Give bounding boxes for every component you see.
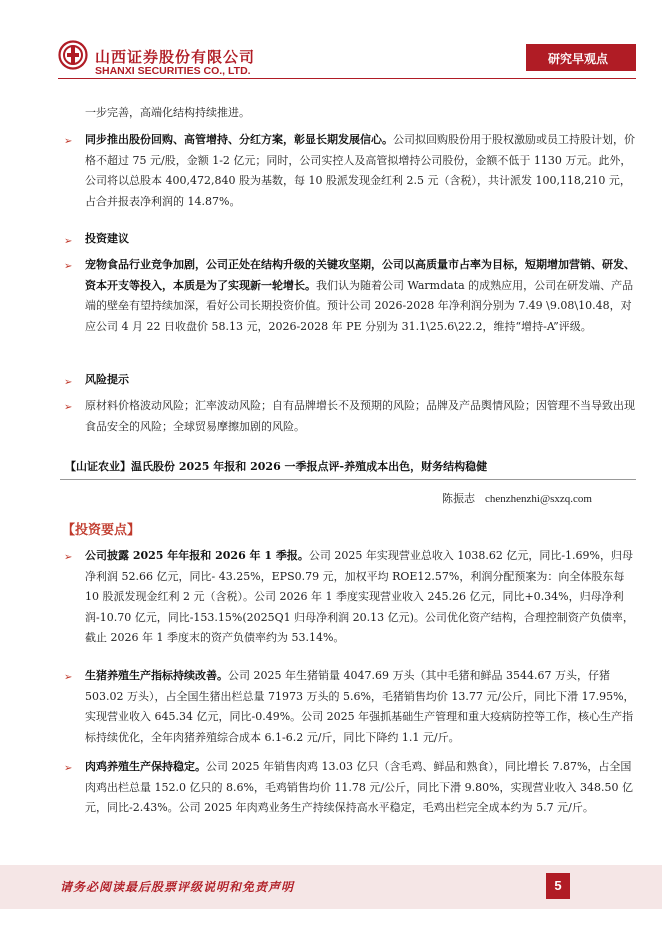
page-footer [0,865,662,909]
buyback-paragraph [85,130,635,212]
report-type-badge [526,44,636,71]
bullet-arrow-icon: ➢ [64,672,73,683]
invest-paragraph [85,255,635,337]
invest-advice-heading: 投资建议 [85,232,129,245]
company-name-en: SHANXI SECURITIES CO., LTD. [95,65,251,77]
bullet-arrow-icon: ➢ [64,236,73,247]
bullet-arrow-icon: ➢ [64,136,73,147]
annual-report-text: 公司 2025 年实现营业总收入 1038.62 亿元，同比-1.69%，归母净利润 52.66 亿元，同比- 43.25%，EPS0.79 元，加权平均 ROE12.57%，利润分配预案为：向全体股东每 10 股派发现金红利 2 元（含税）。公司 2026 年 1 季度实现营业收入 245.26 亿元，同比+0.34%，归母净利润-10.70 亿元，同比-153.15%(2025Q1 归母净利润 20.13 亿元)。公司优化资产结构，合理控制资产负债率，截止 2026 年 1 季度末的资产负债率约为 53.14%。 [85,549,634,644]
chicken-text: 公司 2025 年销售肉鸡 13.03 亿只（含毛鸡、鲜品和熟食），同比增长 7.87%，占全国肉鸡出栏总量 152.0 亿只的 8.6%，毛鸡销售均价 11.78 元/公斤，同比下滑 9.80%，实现营业收入 348.50 亿元，同比-2.43%。公司 2025 年肉鸡业务生产持续保持高水平稳定，毛鸡出栏完全成本约为 5.7 元/斤。 [85,760,634,814]
continuation-line: 一步完善，高端化结构持续推进。 [85,106,250,119]
report-type-label: 研究早观点 [548,52,609,66]
bullet-arrow-icon: ➢ [64,763,73,774]
hog-paragraph [85,666,635,748]
hog-text: 公司 2025 年生猪销量 4047.69 万头（其中毛猪和鲜品 3544.67 万头，仔猪 503.02 万头），占全国生猪出栏总量 71973 万头的 5.6%，毛猪销售均价 13.77 元/公斤，同比下滑 17.95%，实现营业收入 645.34 亿元，同比-0.49%。公司 2025 年强抓基础生产管理和重大疫病防控等工作，核心生产指标持续优化，全年肉猪养殖综合成本 6.1-6.2 元/斤，同比下降约 1.1 元/斤。 [85,669,635,744]
risk-paragraph: 原材料价格波动风险；汇率波动风险；自有品牌增长不及预期的风险；品牌及产品舆情风险；因管理不当导致出现食品安全的风险；全球贸易摩擦加剧的风险。 [85,399,635,433]
invest-text: 我们认为随着公司 Warmdata 的成熟应用，公司在研发端、产品端的壁垒有望持续加深，看好公司长期投资价值。预计公司 2026-2028 年净利润分别为 7.49 \9.08\10.48，对应公司 4 月 22 日收盘价 58.13 元，2026-2028 年 PE 分别为 31.1\25.6\22.2，维持“增持-A”评级。 [85,278,634,333]
buyback-text: 公司拟回购股份用于股权激励或员工持股计划，价格不超过 75 元/股，金额 1-2 亿元；同时，公司实控人及高管拟增持公司股份，金额不低于 1130 万元。此外，公司将以总股本 400,472,840 股为基数，每 10 股派发现金红利 2.5 元（含税），共计派发 100,118,210 元，占合并报表净利润的 14.87%。 [85,133,635,208]
header-divider [58,78,636,79]
bullet-arrow-icon: ➢ [64,552,73,563]
page-number: 5 [546,873,570,899]
author-line [442,490,592,506]
chicken-paragraph [85,757,635,819]
title-divider [60,479,636,480]
invest-heading: 宠物食品行业竞争加剧，公司正处在结构升级的关键攻坚期，公司以高质量市占率为目标，短期增加营销、研发、资本开支等投入，本质是为了实现新一轮增长。 [85,258,635,292]
hog-heading: 生猪养殖生产指标持续改善。 [85,669,228,682]
annual-report-paragraph [85,546,635,649]
company-name-cn: 山西证券股份有限公司 [95,48,256,66]
risk-heading: 风险提示 [85,373,129,386]
annual-report-heading: 公司披露 2025 年年报和 2026 年 1 季报。 [85,549,309,562]
author-name: 陈振志 [442,492,475,505]
disclaimer-notice: 请务必阅读最后股票评级说明和免责声明 [60,880,295,894]
chicken-heading: 肉鸡养殖生产保持稳定。 [85,760,206,773]
author-email[interactable]: chenzhenzhi@sxzq.com [485,493,592,505]
bullet-arrow-icon: ➢ [64,261,73,272]
bullet-arrow-icon: ➢ [64,377,73,388]
report-title: 【山证农业】温氏股份 2025 年报和 2026 一季报点评-养殖成本出色，财务结构稳健 [65,460,488,473]
bullet-arrow-icon: ➢ [64,402,73,413]
company-logo-icon [58,40,88,70]
investment-highlights-title: 【投资要点】 [62,523,141,538]
page-header [0,0,662,84]
buyback-heading: 同步推出股份回购、高管增持、分红方案，彰显长期发展信心。 [85,133,393,146]
